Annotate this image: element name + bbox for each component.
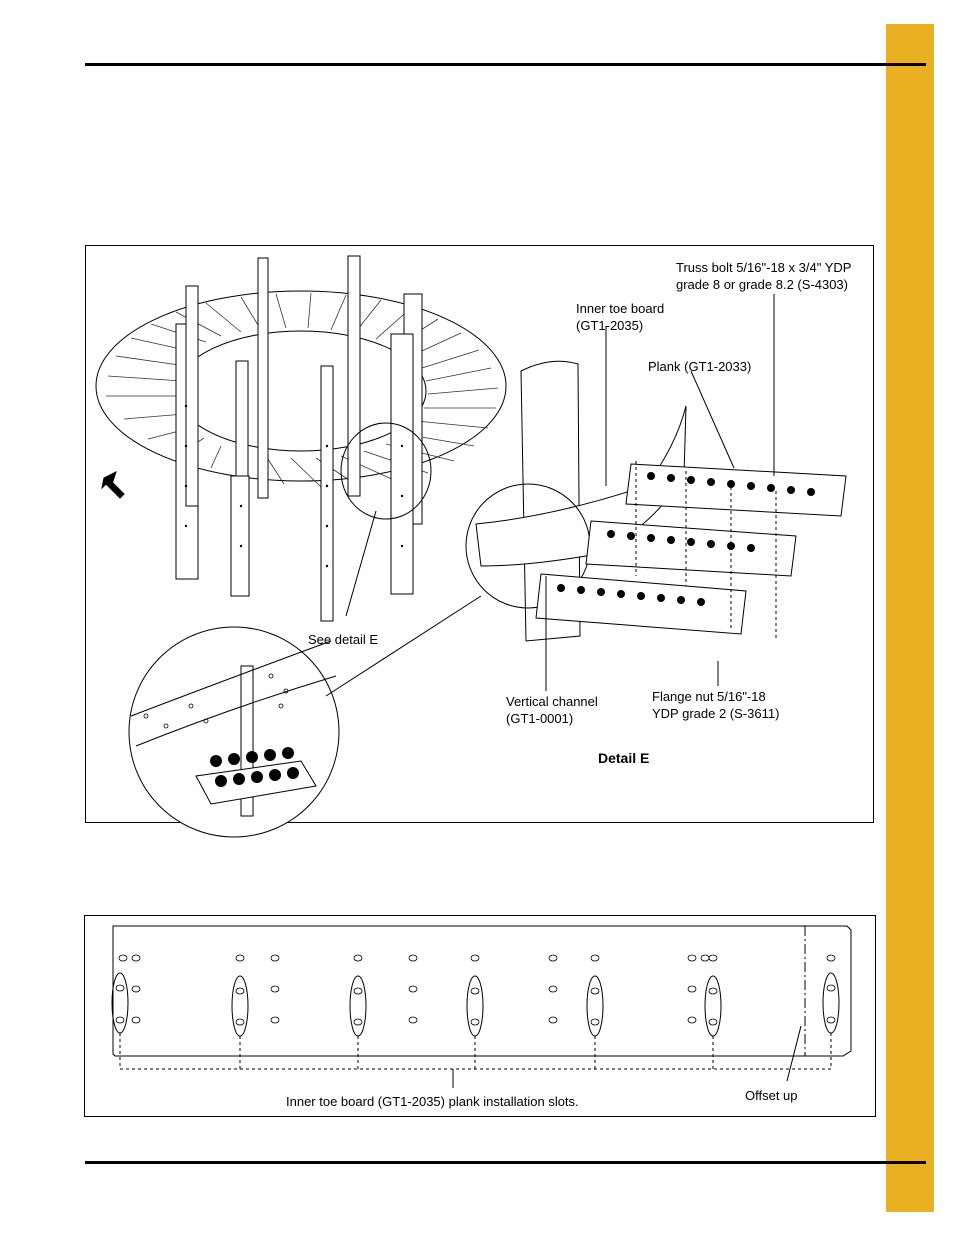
catwalk-ring-inner [176,331,426,451]
footer-rule [85,1161,926,1164]
offset-label: Offset up [745,1088,798,1103]
ring-planks [106,293,498,487]
truss-bolt-label-2: grade 8 or grade 8.2 (S-4303) [676,277,848,292]
slot-ovals [112,973,839,1036]
assembly-figure [85,245,874,823]
inner-toe-label-1: Inner toe board [576,301,665,316]
vertical-channel-label-2: (GT1-0001) [506,711,574,726]
toe-board-figure [84,915,876,1117]
see-detail-label: See detail E [308,632,379,647]
see-detail-leader [346,511,376,616]
assembly-drawing [86,246,873,822]
inset-magnifier [129,627,339,837]
flange-nut-label-2: YDP grade 2 (S-3611) [652,706,780,721]
bolt-holes [119,955,835,1023]
vertical-channel-label-1: Vertical channel [506,694,598,709]
truss-bolt-label-1: Truss bolt 5/16"-18 x 3/4" YDP [676,260,852,275]
section-tab [886,24,934,1212]
header-rule [85,63,926,66]
inner-toe-label-2: (GT1-2035) [576,318,644,333]
catwalk-ring-outer [96,291,506,481]
channel-holes [185,405,403,567]
slot-bracket [120,1033,831,1069]
slots-label: Inner toe board (GT1-2035) plank installation slots. [286,1094,579,1109]
direction-arrow [102,472,124,498]
flange-nut-label-1: Flange nut 5/16"-18 [652,689,766,704]
plank-label: Plank (GT1-2033) [648,359,752,374]
vertical-channels [176,256,422,621]
toe-board-drawing [85,916,875,1116]
detail-e-title: Detail E [598,750,650,766]
plank-leader [691,371,734,468]
slot-holes [116,985,835,1025]
offset-leader [787,1026,801,1081]
